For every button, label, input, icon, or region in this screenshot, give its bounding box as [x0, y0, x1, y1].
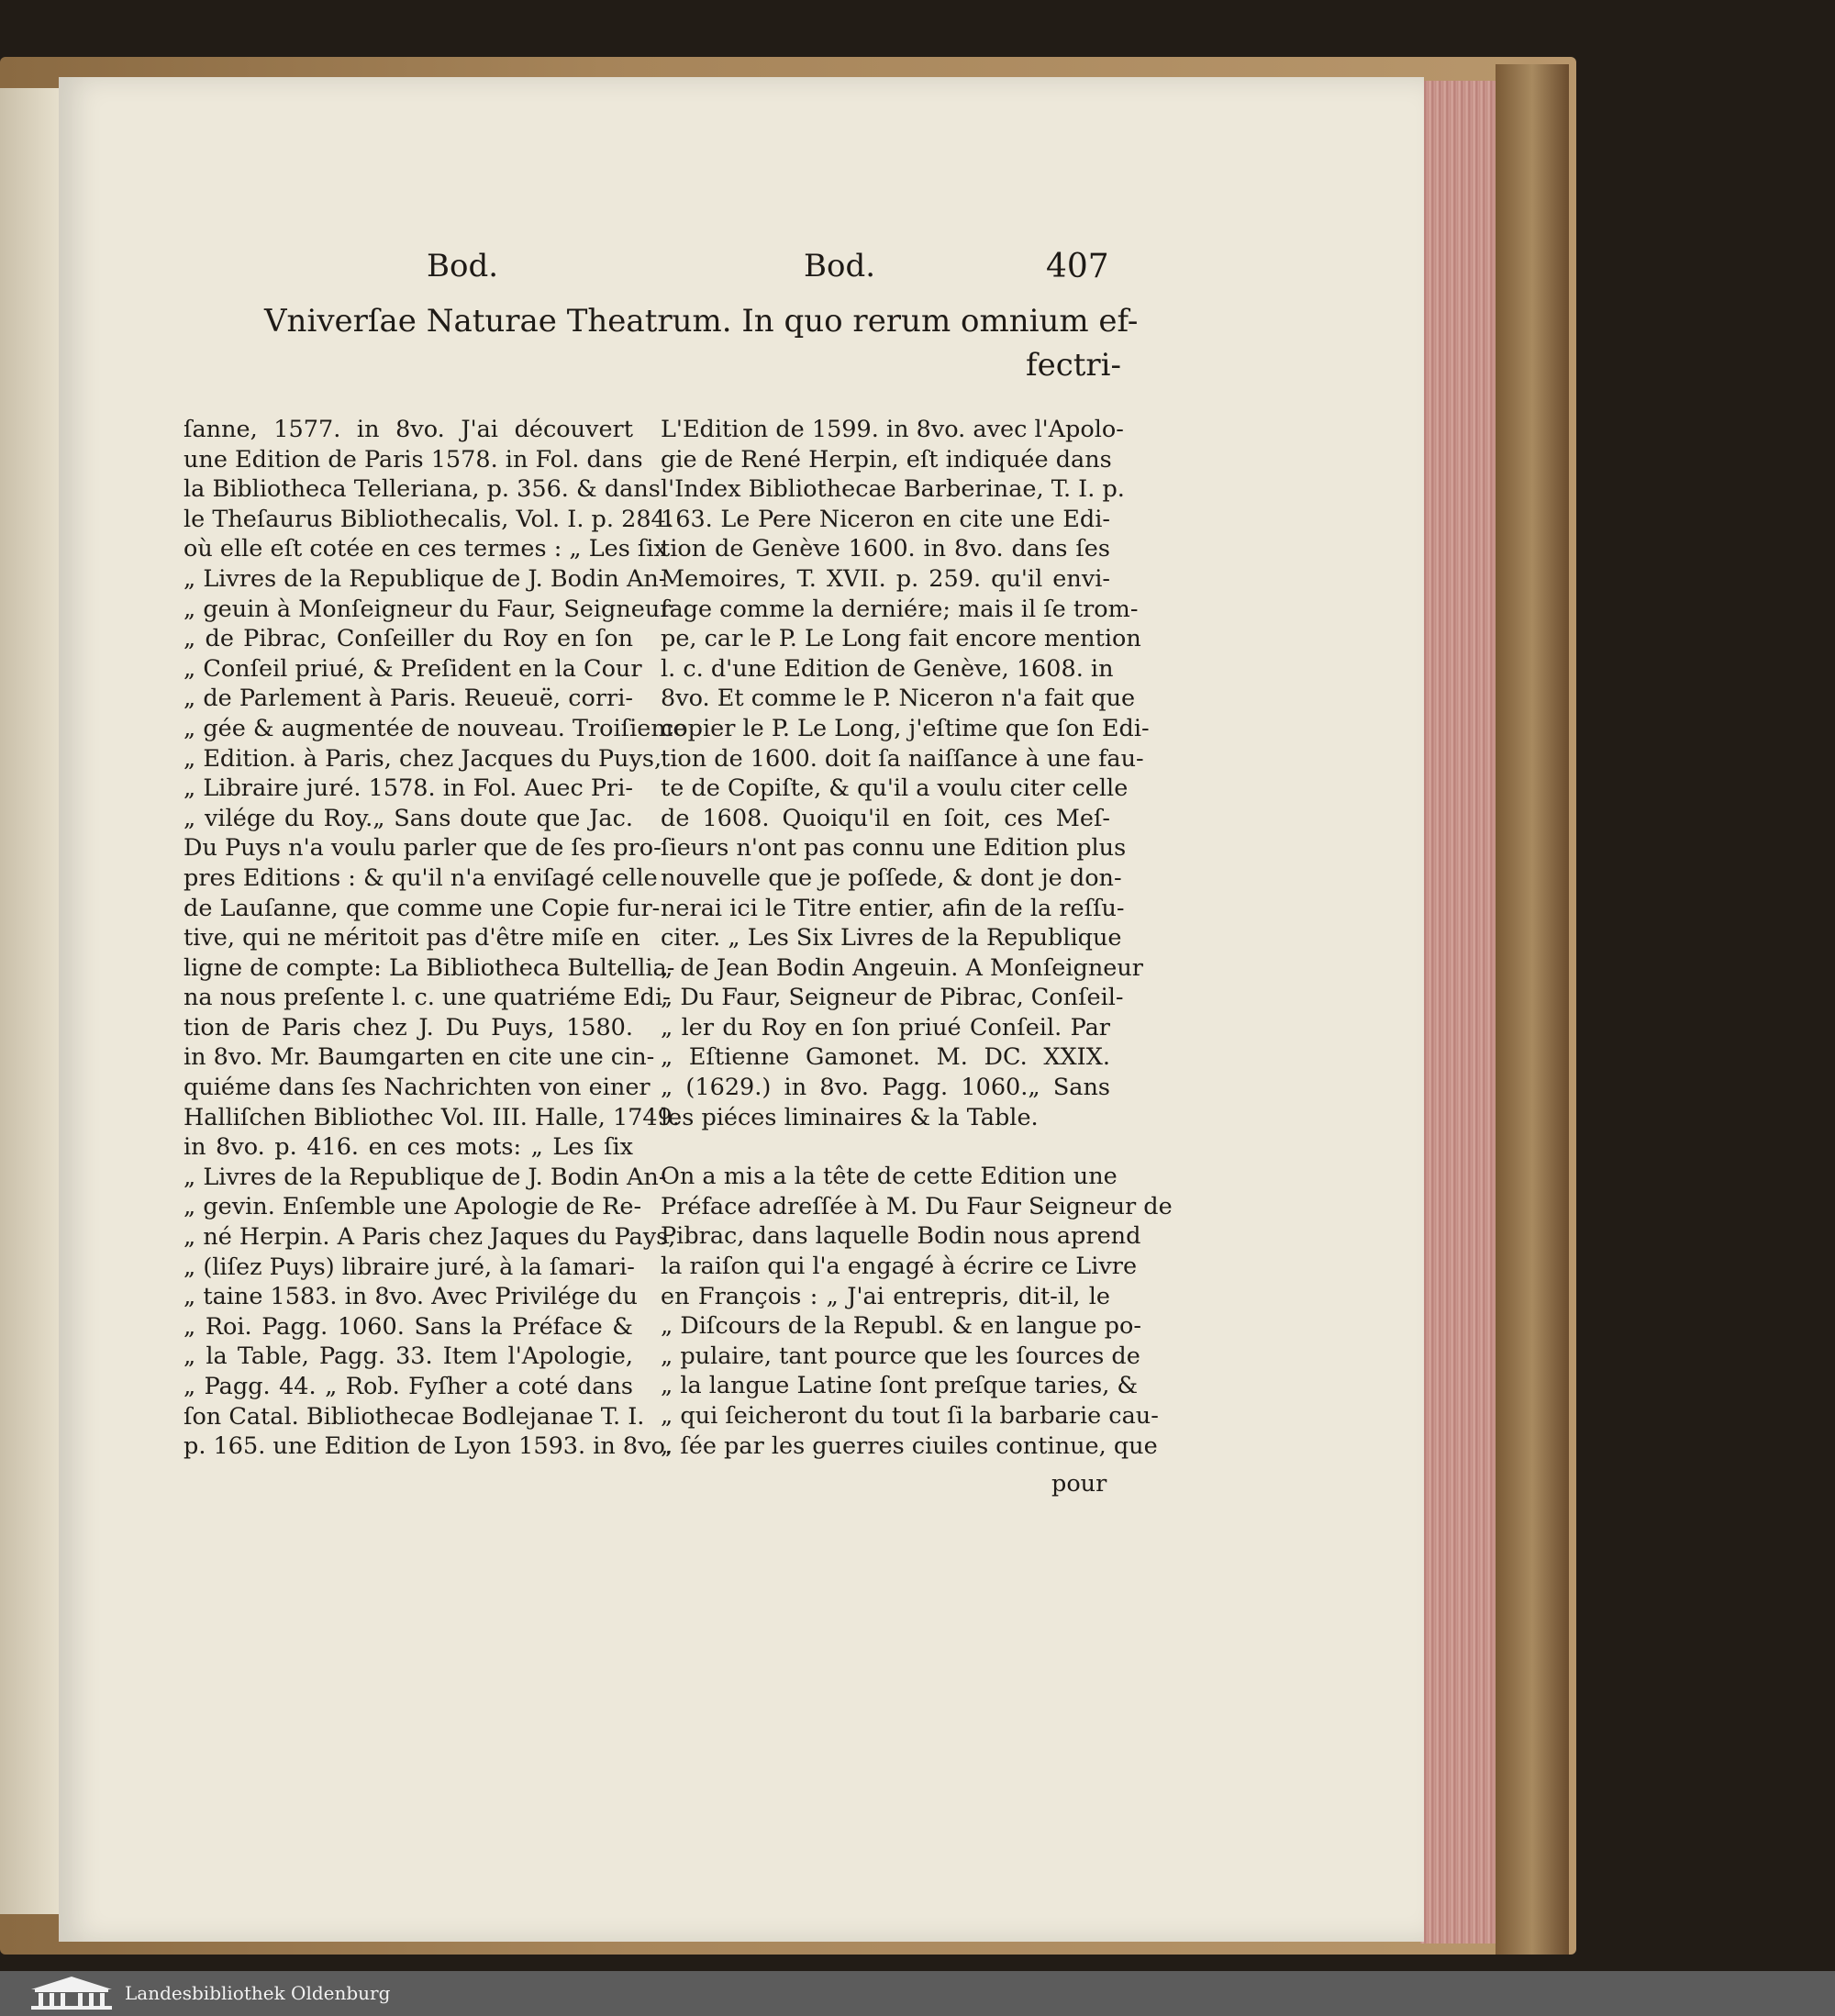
page-number: 407	[1046, 248, 1109, 285]
text-line: pe, car le P. Le Long fait encore mention	[661, 625, 1141, 653]
text-line: où elle eſt cotée en ces termes : „ Les ſix	[184, 535, 667, 563]
text-line: „ né Herpin. A Paris chez Jaques du Pays,	[184, 1223, 676, 1252]
text-line: nerai ici le Titre entier, afin de la reſſu-	[661, 894, 1125, 922]
text-line: On a mis a la tête de cette Edition une	[661, 1163, 1118, 1191]
text-line: „ Conſeil priué, & Preſident en la Cour	[184, 654, 642, 683]
text-line: „ (liſez Puys) libraire juré, à la ſamari-	[184, 1253, 635, 1281]
text-line: Préface adreſſée à M. Du Faur Seigneur de	[661, 1192, 1173, 1220]
text-line: la raiſon qui l'a engagé à écrire ce Livre	[661, 1253, 1138, 1281]
library-name: Landesbibliothek Oldenburg	[125, 1982, 391, 2004]
text-line: te de Copiſte, & qu'il a voulu citer celle	[661, 774, 1129, 803]
running-head-left: Bod.	[427, 248, 499, 284]
text-line: „ pulaire, tant pource que les ſources de	[661, 1342, 1140, 1370]
text-line: de 1608. Quoiqu'il en ſoit, ces Meſ-	[661, 804, 1110, 832]
text-line: „ Livres de la Republique de J. Bodin An-	[184, 564, 667, 593]
book-spine	[1496, 64, 1569, 1955]
text-line: „ Livres de la Republique de J. Bodin An-	[184, 1163, 667, 1191]
text-line: „ taine 1583. in 8vo. Avec Privilége du	[184, 1283, 638, 1311]
text-line: ſieurs n'ont pas connu une Edition plus	[661, 834, 1127, 863]
facing-page-edge	[0, 88, 59, 1914]
text-line: „ geuin à Monſeigneur du Faur, Seigneur	[184, 595, 672, 623]
text-line: „ gée & augmentée de nouveau. Troiſieme	[184, 714, 687, 742]
text-line: Pibrac, dans laquelle Bodin nous aprend	[661, 1222, 1141, 1251]
text-line: ſon Catal. Bibliothecae Bodlejanae T. I.	[184, 1402, 645, 1431]
text-line: na nous preſente l. c. une quatriéme Edi-	[184, 984, 671, 1012]
text-line: L'Edition de 1599. in 8vo. avec l'Apolo-	[661, 416, 1124, 443]
text-line: „ qui ſeicheront du tout ſi la barbarie cau-	[661, 1402, 1159, 1430]
text-line: in 8vo. p. 416. en ces mots: „ Les ſix	[184, 1133, 633, 1162]
text-line: „ de Pibrac, Conſeiller du Roy en ſon	[184, 625, 633, 653]
text-line: nouvelle que je poſſede, & dont je don-	[661, 863, 1122, 892]
text-line: le Theſaurus Bibliothecalis, Vol. I. p. 284.	[184, 505, 673, 533]
text-line: Halliſchen Bibliothec Vol. III. Halle, 1749.	[184, 1103, 680, 1131]
text-line: ligne de compte: La Bibliotheca Bultellia-	[184, 953, 675, 982]
catchword: pour	[1051, 1470, 1107, 1498]
text-line: 163. Le Pere Niceron en cite une Edi-	[661, 505, 1110, 533]
book-title-line-2: fectri-	[1026, 347, 1122, 384]
text-line: „ Roi. Pagg. 1060. Sans la Préface &	[184, 1312, 633, 1341]
text-line: „ gevin. Enſemble une Apologie de Re-	[184, 1193, 642, 1221]
text-line: „ Du Faur, Seigneur de Pibrac, Conſeil-	[661, 984, 1124, 1012]
text-line: „ de Jean Bodin Angeuin. A Monſeigneur	[661, 953, 1143, 982]
text-line: in 8vo. Mr. Baumgarten en cite une cin-	[184, 1043, 655, 1072]
text-line: „ vilége du Roy.„ Sans doute que Jac.	[184, 804, 633, 832]
paragraph-gap	[661, 1132, 1110, 1162]
text-line: „ Libraire juré. 1578. in Fol. Auec Pri-	[184, 774, 633, 803]
page-edges	[1420, 81, 1496, 1944]
text-line: Du Puys n'a voulu parler que de ſes pro-	[184, 834, 662, 863]
text-line: „ (1629.) in 8vo. Pagg. 1060.„ Sans	[661, 1074, 1110, 1102]
text-line: de Lauſanne, que comme une Copie fur-	[184, 894, 661, 922]
text-line: une Edition de Paris 1578. in Fol. dans	[184, 445, 643, 473]
text-line: tion de Genève 1600. in 8vo. dans ſes	[661, 535, 1110, 563]
text-line: la Bibliotheca Telleriana, p. 356. & dans	[184, 475, 661, 504]
text-line: ſage comme la derniére; mais il ſe trom-	[661, 595, 1139, 623]
text-line: pres Editions : & qu'il n'a enviſagé celle	[184, 863, 658, 892]
left-text-column	[184, 415, 687, 1462]
text-line: copier le P. Le Long, j'eſtime que ſon Edi-	[661, 714, 1150, 742]
text-line: „ la langue Latine ſont preſque taries, &	[661, 1372, 1139, 1400]
text-line: „ ler du Roy en ſon priué Conſeil. Par	[661, 1013, 1110, 1041]
text-line: „ Eſtienne Gamonet. M. DC. XXIX.	[661, 1043, 1110, 1072]
right-text-column	[661, 415, 1173, 1461]
text-line: l'Index Bibliothecae Barberinae, T. I. p.	[661, 475, 1125, 504]
text-line: „ Edition. à Paris, chez Jacques du Puys,	[184, 744, 662, 773]
text-line: „ Pagg. 44. „ Rob. Fyſher a coté dans	[184, 1373, 633, 1400]
text-line: les piéces liminaires & la Table.	[661, 1103, 1039, 1131]
text-line: gie de René Herpin, eſt indiquée dans	[661, 445, 1112, 473]
text-line: tion de 1600. doit ſa naiſſance à une fau-	[661, 744, 1144, 773]
running-head-center: Bod.	[804, 248, 876, 284]
text-line: p. 165. une Edition de Lyon 1593. in 8vo.	[184, 1432, 673, 1461]
library-building-icon	[28, 1975, 116, 2011]
text-line: „ ſée par les guerres ciuiles continue, que	[661, 1431, 1158, 1460]
text-line: ſanne, 1577. in 8vo. J'ai découvert	[184, 416, 633, 443]
text-line: „ Diſcours de la Republ. & en langue po-	[661, 1312, 1141, 1341]
text-line: l. c. d'une Edition de Genève, 1608. in	[661, 654, 1114, 683]
text-line: citer. „ Les Six Livres de la Republique	[661, 924, 1122, 952]
text-line: „ de Parlement à Paris. Reueuë, corri-	[184, 685, 634, 713]
text-line: „ la Table, Pagg. 33. Item l'Apologie,	[184, 1342, 633, 1371]
text-line: tive, qui ne méritoit pas d'être miſe en	[184, 924, 640, 952]
text-line: quiéme dans ſes Nachrichten von einer	[184, 1074, 651, 1102]
text-line: Memoires, T. XVII. p. 259. qu'il envi-	[661, 564, 1110, 593]
text-line: en François : „ J'ai entrepris, dit-il, le	[661, 1282, 1110, 1310]
text-line: tion de Paris chez J. Du Puys, 1580.	[184, 1013, 633, 1041]
text-line: 8vo. Et comme le P. Niceron n'a fait que	[661, 685, 1136, 713]
book-title-line-1: Vniverſae Naturae Theatrum. In quo rerum omnium ef-	[264, 303, 1139, 340]
